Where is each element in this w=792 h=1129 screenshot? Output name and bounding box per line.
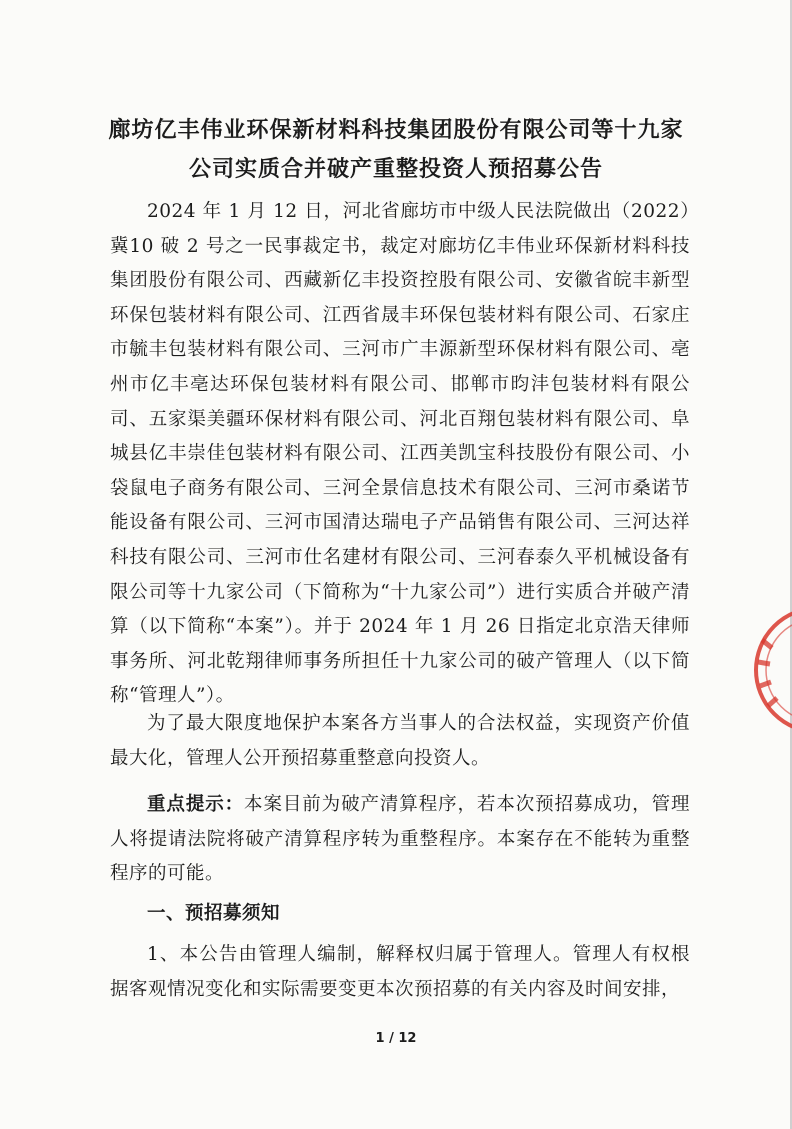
key-notice-text: 本案目前为破产清算程序，若本次预招募成功，管理人将提请法院将破产清算程序转为重整程序。本案存在不能转为重整程序的可能。 — [110, 794, 690, 885]
official-seal-stamp — [740, 600, 792, 740]
paragraph-item-1: 1、本公告由管理人编制，解释权归属于管理人。管理人有权根据客观情况变化和实际需要变更本次预招募的有关内容及时间安排， — [110, 944, 690, 1000]
key-notice-label: 重点提示： — [147, 794, 245, 815]
paragraph-ruling: 2024 年 1 月 12 日，河北省廊坊市中级人民法院做出（2022）冀10 破 2 号之一民事裁定书，裁定对廊坊亿丰伟业环保新材料科技集团股份有限公司、西藏新亿丰投资控股有限公司、安徽省皖丰新型环保包装材料有限公司、江西省晟丰环保包装材料有限公司、石家庄市毓丰包装材料有限公司、三河市广丰源新型环保材料有限公司、亳州市亿丰亳达环保包装材料有限公司、邯郸市昀沣包装材料有限公司、五家渠美疆环保材料有限公司、河北百翔包装材料有限公司、阜城县亿丰崇佳包装材料有限公司、江西美凯宝科技股份有限公司、小袋鼠电子商务有限公司、三河全景信息技术有限公司、三河市桑诺节能设备有限公司、三河市国清达瑞电子产品销售有限公司、三河达祥科技有限公司、三河市仕名建材有限公司、三河春泰久平机械设备有限公司等十九家公司（下简称为“十九家公司”）进行实质合并破产清算（以下简称“本案”）。并于 2024 年 1 月 26 日指定北京浩天律师事务所、河北乾翔律师事务所担任十九家公司的破产管理人（以下简称“管理人”）。 — [110, 201, 690, 707]
section-heading-notice: 一、预招募须知 — [147, 903, 281, 924]
paragraph-key-notice — [110, 788, 690, 892]
document-title-line-1: 廊坊亿丰伟业环保新材料科技集团股份有限公司等十九家 — [108, 118, 684, 143]
paragraph-purpose: 为了最大限度地保护本案各方当事人的合法权益，实现资产价值最大化，管理人公开预招募重整意向投资人。 — [110, 713, 690, 769]
page-number: 1 / 12 — [375, 1031, 417, 1046]
document-title-line-2: 公司实质合并破产重整投资人预招募公告 — [188, 157, 603, 182]
